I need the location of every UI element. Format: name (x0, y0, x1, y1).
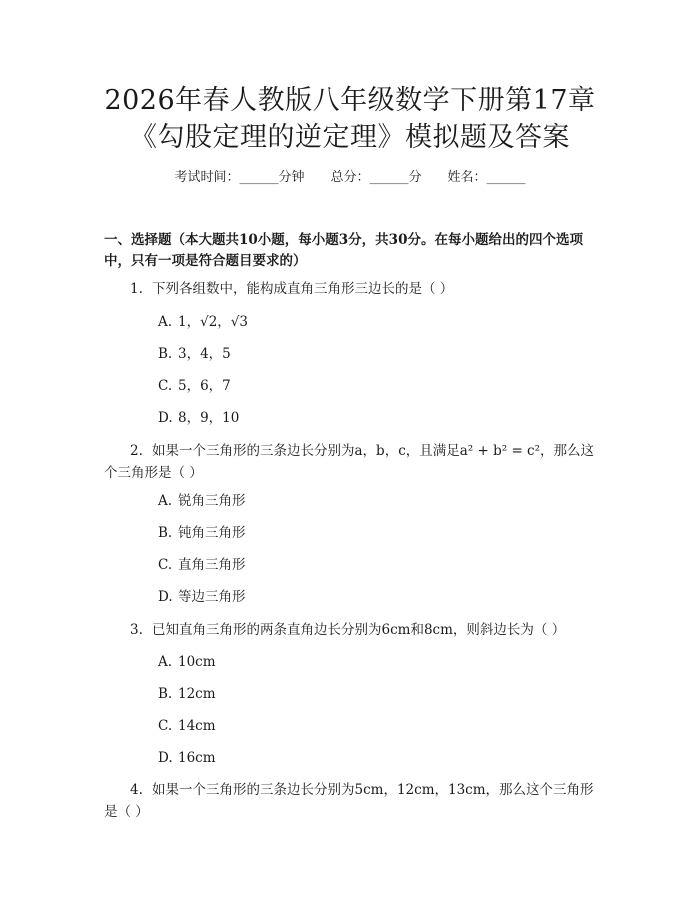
question-3 (104, 619, 596, 641)
option-label: C. (158, 378, 173, 394)
option-label: A. (158, 654, 173, 670)
option-text: 3，4，5 (178, 346, 231, 362)
question-1-option-c (158, 377, 231, 395)
question-number: 3. (130, 622, 143, 638)
question-3-option-b (158, 685, 216, 703)
question-2-option-b (158, 524, 246, 542)
question-3-option-d (158, 749, 216, 767)
option-label: C. (158, 557, 173, 573)
option-label: A. (158, 314, 173, 330)
question-1-option-b (158, 345, 231, 363)
option-text: 锐角三角形 (178, 493, 246, 509)
question-text: 如果一个三角形的三条边长分别为5cm，12cm，13cm，那么这个三角形是（ ） (104, 782, 594, 820)
option-text: 10cm (178, 654, 216, 670)
section-heading: 一、选择题（本大题共10小题，每小题3分，共30分。在每小题给出的四个选项中，只有一项是符合题目要求的） (104, 232, 583, 269)
question-3-option-a (158, 653, 216, 671)
question-text: 下列各组数中，能构成直角三角形三边长的是（ ） (152, 281, 454, 297)
question-number: 1. (130, 281, 143, 297)
question-2-option-c (158, 556, 246, 574)
question-2-option-a (158, 492, 246, 510)
question-1-option-d (158, 409, 239, 427)
option-text: 等边三角形 (178, 589, 246, 605)
option-text: 16cm (178, 750, 216, 766)
question-2-option-d (158, 588, 246, 606)
exam-time-field: 考试时间：______分钟 (174, 170, 305, 185)
option-label: D. (158, 589, 173, 605)
option-label: B. (158, 346, 173, 362)
option-label: D. (158, 750, 173, 766)
question-1 (104, 278, 596, 300)
option-text: 5，6，7 (178, 378, 231, 394)
option-label: D. (158, 410, 173, 426)
option-label: A. (158, 493, 173, 509)
question-text: 已知直角三角形的两条直角边长分别为6cm和8cm，则斜边长为（ ） (152, 622, 566, 638)
question-2 (104, 440, 596, 484)
option-text: 钝角三角形 (178, 525, 246, 541)
question-4 (104, 779, 596, 823)
exam-info-line (0, 170, 700, 186)
option-label: B. (158, 686, 173, 702)
name-field: 姓名：______ (447, 170, 526, 185)
option-label: C. (158, 718, 173, 734)
option-label: B. (158, 525, 173, 541)
question-number: 4. (130, 782, 143, 798)
option-text: 14cm (178, 718, 216, 734)
title-line-1: 2026年春人教版八年级数学下册第17章 (104, 85, 596, 116)
question-text: 如果一个三角形的三条边长分别为a，b，c，且满足a² + b² = c²，那么这个三角形是（ ） (104, 443, 595, 481)
option-text: 8，9，10 (178, 410, 240, 426)
question-number: 2. (130, 443, 143, 459)
option-text: 12cm (178, 686, 216, 702)
option-text: 1，√2，√3 (178, 314, 248, 330)
title-line-2: 《勾股定理的逆定理》模拟题及答案 (130, 122, 570, 153)
question-3-option-c (158, 717, 216, 735)
score-field: 总分：______分 (330, 170, 422, 185)
question-1-option-a (158, 313, 248, 331)
option-text: 直角三角形 (178, 557, 246, 573)
